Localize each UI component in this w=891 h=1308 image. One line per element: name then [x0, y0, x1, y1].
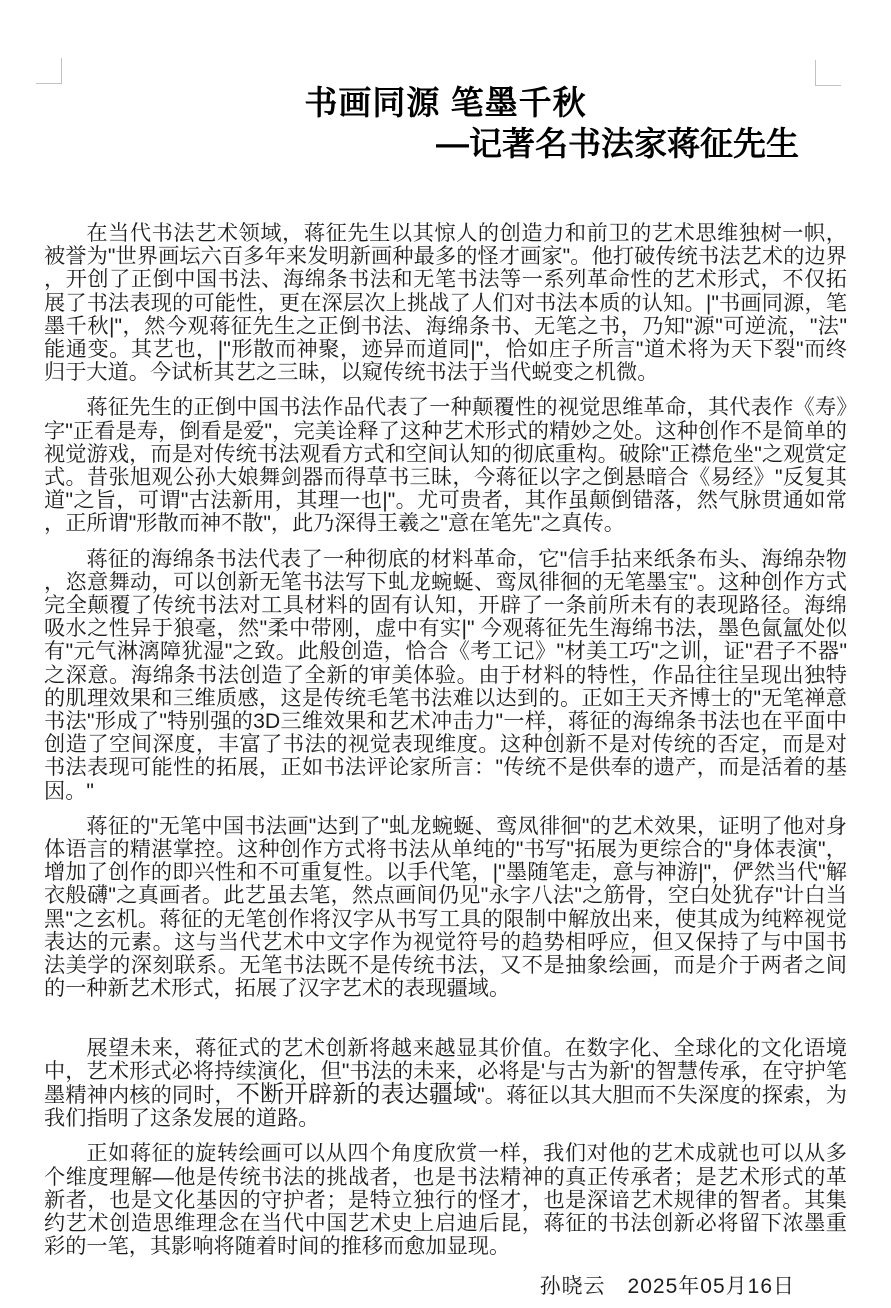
paragraph-5-segment: "。蒋征以其大胆而不失深度的探索，为我们指明了这条发展的道路。	[44, 1083, 847, 1131]
paragraph-5-emphasis: 不断开辟新的表达疆域	[235, 1080, 478, 1108]
signature-line: 孙晓云 2025年05月16日	[539, 1275, 795, 1299]
paragraph-2: 蒋征先生的正倒中国书法作品代表了一种颠覆性的视觉思维革命，其代表作《寿》字"正看是寿，倒看是爱"，完美诠释了这种艺术形式的精妙之处。这种创作不是简单的视觉游戏，而是对传统书法观看方式和空间认知的彻底重构。破除"正襟危坐"之观赏定式。昔张旭观公孙大娘舞剑器而得草书三昧，今蒋征以字之倒悬暗合《易经》"反复其道"之旨，可谓"古法新用，其理一也|"。尤可贵者，其作虽颠倒错落，然气脉贯通如常，正所谓"形散而神不散"，此乃深得王羲之"意在笔先"之真传。	[44, 396, 847, 536]
page-subtitle: —记著名书法家蒋征先生	[436, 125, 799, 162]
paragraph-6: 正如蒋征的旋转绘画可以从四个角度欣赏一样，我们对他的艺术成就也可以从多个维度理解—他是传统书法的挑战者，也是书法精神的真正传承者；是艺术形式的革新者，也是文化基因的守护者；是特立独行的怪才，也是深谙艺术规律的智者。其集约艺术创造思维理念在当代中国艺术史上启迪后昆，蒋征的书法创新必将留下浓墨重彩的一笔，其影响将随着时间的推移而愈加显现。	[44, 1142, 847, 1259]
document-content	[44, 82, 847, 1300]
paragraph-3: 蒋征的海绵条书法代表了一种彻底的材料革命，它"信手拈来纸条布头、海绵杂物，恣意舞动，可以创新无笔书法写下虬龙蜿蜒、鸾凤徘徊的无笔墨宝"。这种创作方式完全颠覆了传统书法对工具材料的固有认知，开辟了一条前所未有的表现路径。海绵吸水之性异于狼毫，然"柔中带刚，虚中有实|" 今观蒋征先生海绵书法，墨色氤氲处似有"元气淋漓障犹湿"之致。此般创造，恰合《考工记》"材美工巧"之训，证"君子不器"之深意。海绵条书法创造了全新的审美体验。由于材料的特性，作品往往呈现出独特的肌理效果和三维质感，这是传统毛笔书法难以达到的。正如王天齐博士的"无笔禅意书法"形成了"特别强的3D三维效果和艺术冲击力"一样，蒋征的海绵条书法也在平面中创造了空间深度，丰富了书法的视觉表现维度。这种创新不是对传统的否定，而是对书法表现可能性的拓展，正如书法评论家所言："传统不是供奉的遗产，而是活着的基因。"	[44, 547, 847, 803]
paragraph-1: 在当代书法艺术领域，蒋征先生以其惊人的创造力和前卫的艺术思维独树一帜，被誉为"世界画坛六百多年来发明新画种最多的怪才画家"。他打破传统书法艺术的边界，开创了正倒中国书法、海绵条书法和无笔书法等一系列革命性的艺术形式，不仅拓展了书法表现的可能性，更在深层次上挑战了人们对书法本质的认知。|"书画同源，笔墨千秋|"，然今观蒋征先生之正倒书法、海绵条书、无笔之书，乃知"源"可逆流，"法"能通变。其艺也，|"形散而神聚，迹异而道同|"，恰如庄子所言"道术将为天下裂"而终归于大道。今试析其艺之三昧，以窥传统书法于当代蜕变之机微。	[44, 222, 847, 385]
page-title: 书画同源 笔墨千秋	[304, 84, 587, 121]
paragraph-5-segment: 展望未来，蒋征式的艺术创新将越来越显其价值。在数字化、全球化的文化语境中，艺术形式必将持续演化，但"书法的未来，必将是'与古为新'的智慧传承，在守护笔墨精神内核的同时，	[44, 1036, 847, 1107]
corner-mark-icon	[36, 58, 62, 84]
paragraph-5	[44, 1037, 847, 1131]
paragraph-4: 蒋征的"无笔中国书法画"达到了"虬龙蜿蜒、鸾凤徘徊"的艺术效果，证明了他对身体语言的精湛掌控。这种创作方式将书法从单纯的"书写"拓展为更综合的"身体表演"，增加了创作的即兴性和不可重复性。以手代笔，|"墨随笔走，意与神游|"，俨然当代"解衣般礴"之真画者。此艺虽去笔，然点画间仍见"永字八法"之筋骨，空白处犹存"计白当黑"之玄机。蒋征的无笔创作将汉字从书写工具的限制中解放出来，使其成为纯粹视觉表达的元素。这与当代艺术中文字作为视觉符号的趋势相呼应，但又保持了与中国书法美学的深刻联系。无笔书法既不是传统书法，又不是抽象绘画，而是介于两者之间的一种新艺术形式，拓展了汉字艺术的表现疆域。	[44, 814, 847, 1001]
article-body	[44, 222, 847, 1258]
